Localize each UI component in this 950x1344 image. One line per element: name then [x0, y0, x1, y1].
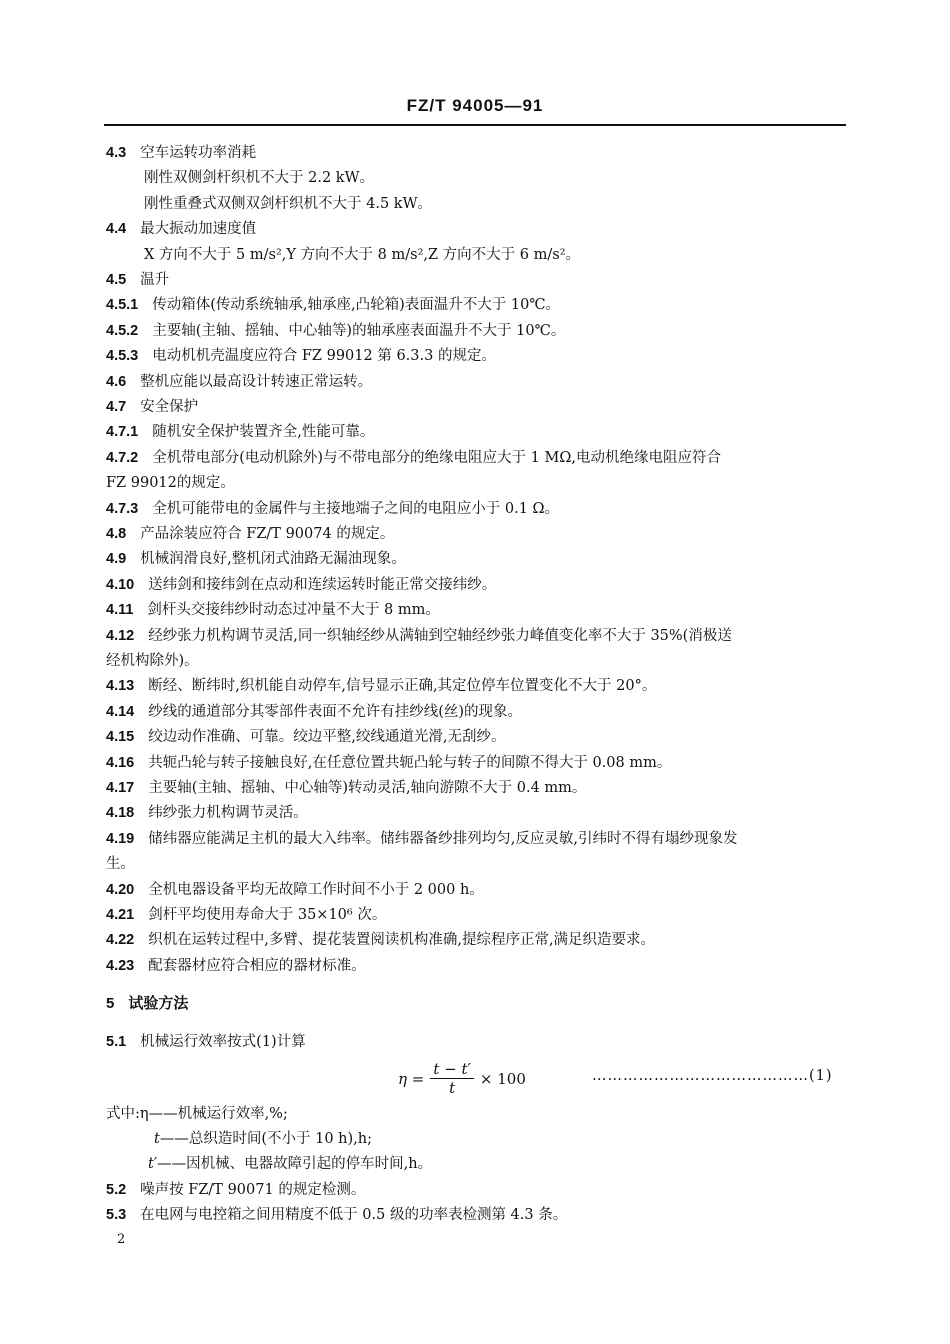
clause-text: 纱线的通道部分其零部件表面不允许有挂纱线(丝)的现象。 [148, 703, 523, 720]
clause-number: 4.6 [106, 373, 127, 390]
clause-item [106, 727, 505, 747]
clause-item [106, 372, 372, 392]
clause-item [106, 575, 496, 595]
clause-text: 温升 [140, 272, 170, 288]
clause-text: 机械润滑良好,整机闭式油路无漏油现象。 [140, 551, 406, 568]
clause-text: 配套器材应符合相应的器材标准。 [148, 957, 366, 974]
clause-item [106, 778, 586, 798]
clause-item [106, 499, 559, 519]
clause-text: 整机应能以最高设计转速正常运转。 [140, 373, 373, 390]
clause-number: 4.19 [106, 830, 135, 847]
clause-text: X 方向不大于 5 m/s²,Y 方向不大于 8 m/s²,Z 方向不大于 6 m/s²。 [144, 246, 581, 263]
clause-continuation [106, 651, 199, 671]
clause-item [106, 905, 386, 925]
clause-text: 电动机机壳温度应符合 FZ 99012 第 6.3.3 的规定。 [152, 348, 496, 365]
clause-text: 产品涂装应符合 FZ/T 90074 的规定。 [140, 526, 395, 542]
clause-item [106, 600, 440, 620]
section-5-heading [106, 994, 188, 1014]
clause-number: 4.7.3 [106, 500, 139, 517]
clause-text: 经纱张力机构调节灵活,同一织轴经纱从满轴到空轴经纱张力峰值变化率不大于 35%(消极送 [148, 627, 732, 644]
clause-number: 4.12 [106, 627, 135, 644]
clause-item [106, 549, 406, 569]
clause-5-1 [106, 1032, 306, 1052]
clause-number: 4.7.1 [106, 424, 139, 441]
clause-number: 4.13 [106, 678, 135, 695]
formula-lhs: η = [398, 1069, 425, 1088]
clause-text: 剑杆头交接纬纱时动态过冲量不大于 8 mm。 [147, 602, 440, 619]
clause-number: 4.5 [106, 272, 127, 288]
clause-item [106, 143, 256, 163]
where-line-t-prime [148, 1154, 432, 1174]
section-number: 5 [106, 995, 115, 1012]
clause-item [106, 676, 656, 696]
clause-number: 5.3 [106, 1207, 127, 1223]
clause-text: 随机安全保护装置齐全,性能可靠。 [152, 424, 375, 441]
efficiency-formula [398, 1060, 526, 1097]
clause-text: 全机带电部分(电动机除外)与不带电部分的绝缘电阻应大于 1 MΩ,电动机绝缘电阻应符合 [152, 449, 721, 466]
clause-text: 在电网与电控箱之间用精度不低于 0.5 级的功率表检测第 4.3 条。 [140, 1207, 568, 1223]
clause-number: 4.22 [106, 932, 135, 949]
clause-continuation [144, 245, 580, 265]
clause-item [106, 397, 198, 417]
clause-number: 4.5.1 [106, 297, 139, 314]
clause-text: 绞边动作准确、可靠。绞边平整,绞线通道光滑,无刮纱。 [148, 729, 506, 746]
where-line-eta [106, 1104, 288, 1124]
clause-text: 空车运转功率消耗 [140, 145, 257, 161]
clause-text: 储纬器应能满足主机的最大入纬率。储纬器备纱排列均匀,反应灵敏,引纬时不得有塌纱现象发 [148, 830, 738, 847]
clause-number: 4.21 [106, 907, 135, 923]
clause-item [106, 753, 671, 773]
clause-number: 5.1 [106, 1034, 127, 1050]
clause-item [106, 829, 844, 849]
clause-number: 4.15 [106, 729, 135, 746]
clause-item [106, 524, 394, 544]
clause-item [106, 295, 560, 315]
clause-text: 全机可能带电的金属件与主接地端子之间的电阻应小于 0.1 Ω。 [152, 500, 560, 517]
clause-text: 送纬剑和接纬剑在点动和连续运转时能正常交接纬纱。 [148, 576, 497, 593]
clause-text: 安全保护 [140, 399, 199, 415]
clause-continuation [106, 854, 135, 874]
clause-number: 4.20 [106, 881, 135, 898]
clause-continuation [144, 194, 432, 214]
clause-number: 4.5.2 [106, 322, 139, 339]
clause-number: 4.23 [106, 957, 135, 974]
clause-number: 4.11 [106, 602, 134, 619]
clause-item [106, 422, 374, 442]
clause-number: 4.18 [106, 805, 135, 822]
clause-text: 纬纱张力机构调节灵活。 [148, 805, 308, 822]
clause-number: 5.2 [106, 1182, 127, 1198]
page-number: 2 [117, 1232, 126, 1247]
clause-item [106, 219, 256, 239]
where-desc: ——总织造时间(不小于 10 h),h; [159, 1131, 372, 1147]
clause-text: 最大振动加速度值 [140, 221, 257, 238]
clause-text: 共轭凸轮与转子接触良好,在任意位置共轭凸轮与转子的间隙不得大于 0.08 mm。 [148, 754, 672, 771]
where-symbol: t′ [148, 1156, 158, 1172]
clause-number: 4.9 [106, 551, 127, 568]
clause-text: 主要轴(主轴、摇轴、中心轴等)的轴承座表面温升不大于 10℃。 [152, 322, 566, 339]
clause-text: 主要轴(主轴、摇轴、中心轴等)转动灵活,轴向游隙不大于 0.4 mm。 [148, 780, 587, 796]
clause-5-3 [106, 1205, 567, 1225]
clause-number: 4.5.3 [106, 348, 139, 365]
clause-item [106, 930, 655, 950]
clause-number: 4.14 [106, 703, 135, 720]
where-symbol: 式中:η [106, 1106, 149, 1122]
clause-number: 4.4 [106, 221, 127, 238]
clause-text: 断经、断纬时,织机能自动停车,信号显示正确,其定位停车位置变化不大于 20°。 [148, 678, 657, 695]
clause-item [106, 956, 366, 976]
clause-number: 4.10 [106, 576, 135, 593]
clause-continuation [106, 473, 235, 493]
clause-number: 4.3 [106, 145, 127, 161]
formula-denominator: t [449, 1079, 456, 1097]
formula-fraction [430, 1060, 474, 1097]
clause-text: 经机构除外)。 [106, 653, 199, 669]
where-line-t [154, 1129, 372, 1149]
clause-item [106, 626, 844, 646]
clause-text: 刚性重叠式双侧双剑杆织机不大于 4.5 kW。 [144, 195, 432, 212]
clause-text: FZ 99012的规定。 [106, 475, 235, 492]
clause-item [106, 803, 308, 823]
clause-item [106, 346, 496, 366]
header-rule [104, 124, 846, 126]
clause-item [106, 448, 844, 468]
formula-numerator: t − t′ [430, 1060, 474, 1079]
clause-5-2 [106, 1180, 365, 1200]
clause-item [106, 880, 484, 900]
clause-number: 4.7.2 [106, 449, 139, 466]
where-desc: ——机械运行效率,%; [148, 1106, 288, 1122]
clause-item [106, 270, 169, 290]
clause-number: 4.7 [106, 399, 127, 415]
clause-text: 机械运行效率按式(1)计算 [140, 1034, 306, 1050]
clause-text: 噪声按 FZ/T 90071 的规定检测。 [140, 1182, 366, 1198]
clause-text: 织机在运转过程中,多臂、提花装置阅读机构准确,提综程序正常,满足织造要求。 [148, 932, 656, 949]
formula-rhs: × 100 [479, 1069, 526, 1088]
clause-text: 传动箱体(传动系统轴承,轴承座,凸轮箱)表面温升不大于 10℃。 [152, 297, 561, 314]
equation-label: ……………………………………(1) [592, 1068, 833, 1084]
section-title: 试验方法 [128, 995, 189, 1012]
clause-number: 4.17 [106, 780, 135, 796]
clause-continuation [144, 168, 374, 188]
clause-number: 4.8 [106, 526, 127, 542]
where-desc: ——因机械、电器故障引起的停车时间,h。 [157, 1156, 433, 1172]
clause-text: 全机电器设备平均无故障工作时间不小于 2 000 h。 [148, 881, 484, 898]
clause-item [106, 702, 522, 722]
clause-text: 生。 [106, 856, 135, 873]
clause-number: 4.16 [106, 754, 135, 771]
clause-text: 刚性双侧剑杆织机不大于 2.2 kW。 [144, 170, 374, 187]
standard-code-header: FZ/T 94005—91 [406, 96, 544, 115]
where-symbol: t [154, 1131, 160, 1147]
clause-text: 剑杆平均使用寿命大于 35×10⁶ 次。 [148, 907, 387, 923]
clause-item [106, 321, 565, 341]
